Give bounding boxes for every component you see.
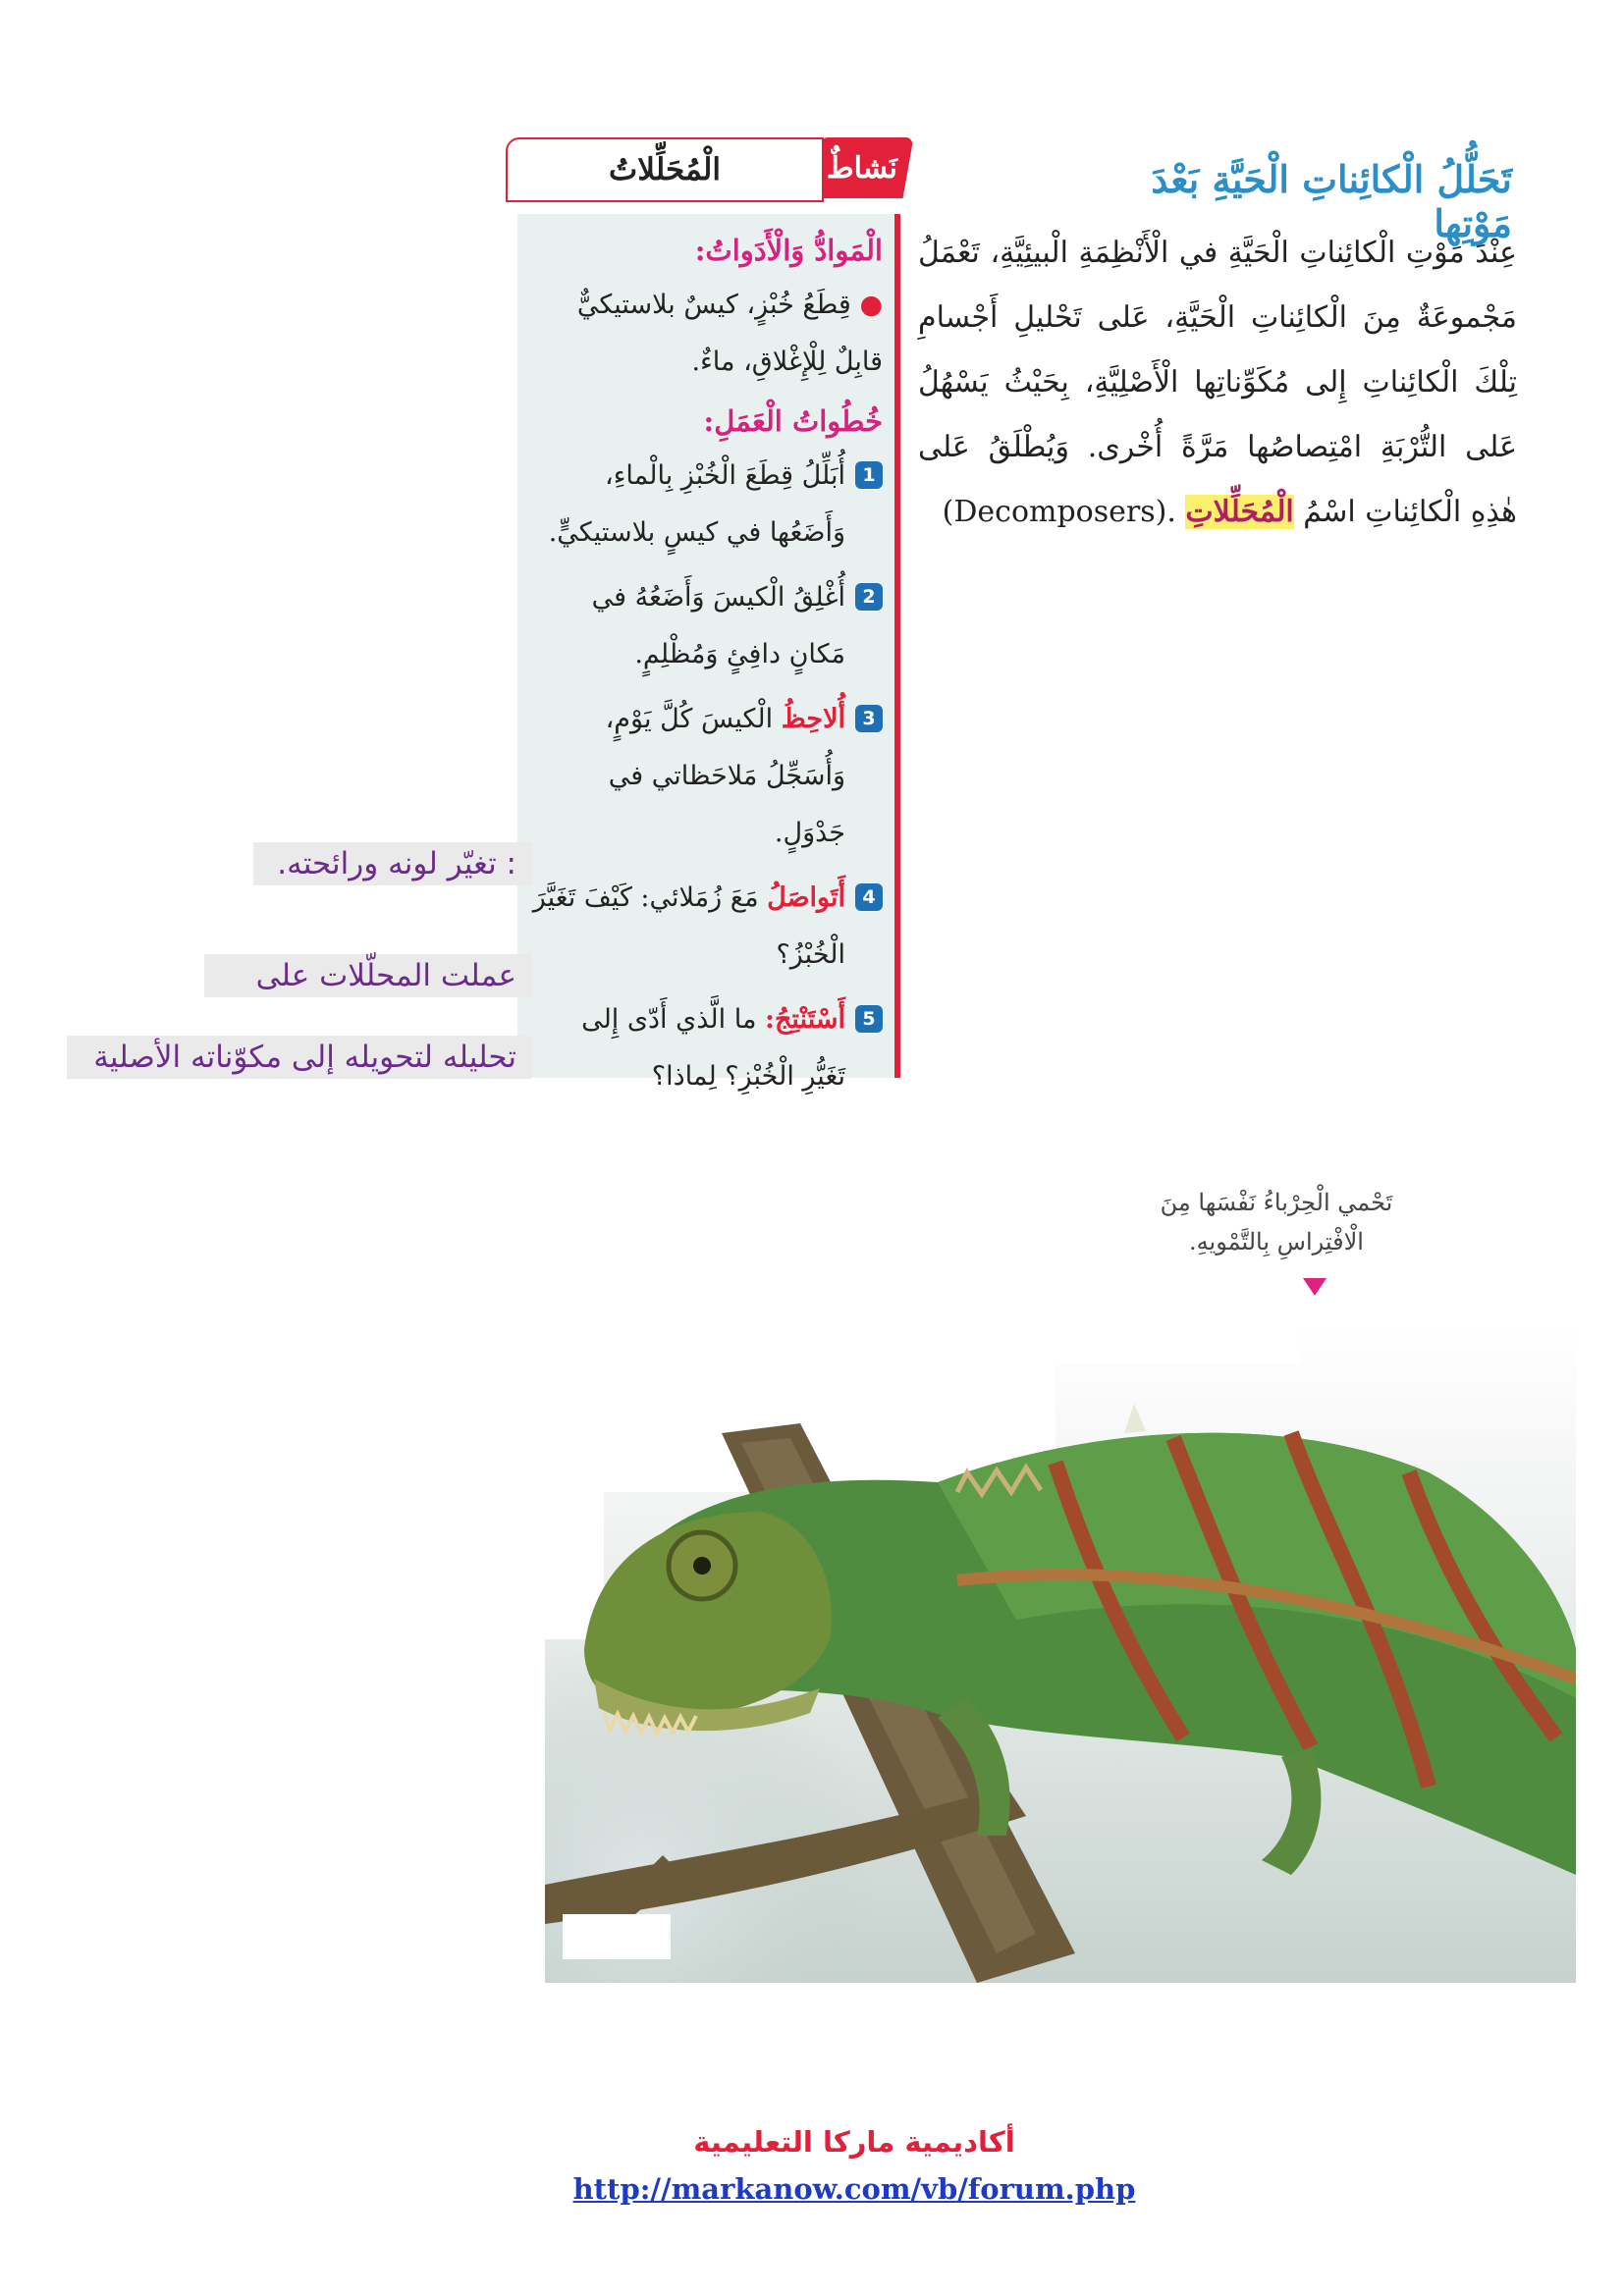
step-1-text: أُبَلِّلُ قِطَعَ الْخُبْزِ بِالْماءِ، وَأَضَعُها في كيسٍ بلاستيكيٍّ.: [548, 460, 845, 548]
section-body-text: عِنْدَ مَوْتِ الْكائِناتِ الْحَيَّةِ في الْأَنْظِمَةِ الْبيئِيَّةِ، تَعْمَلُ مَجْموعَةٌ مِنَ الْكائِناتِ الْحَيَّةِ، عَلى تَحْليلِ أَجْسامِ تِلْكَ الْكائِناتِ إِلى مُكَوِّناتِها الْأَصْلِيَّةِ، بِحَيْثُ يَسْهُلُ عَلى التُّرْبَةِ امْتِصاصُها مَرَّةً أُخْرى. وَيُطْلَقُ عَلى هٰذِهِ الْكائِناتِ اسْمُ: [918, 236, 1517, 529]
answer-step-5-line-1: عملت المحلّلات على: [204, 954, 532, 997]
photo-caption-line-2: الْافْتِراسِ بِالتَّمْويهِ.: [1189, 1228, 1364, 1255]
activity-box: [517, 214, 900, 1092]
step-4-verb: أَتَواصَلُ: [767, 882, 845, 913]
step-4: [531, 870, 883, 984]
chameleon-photo: [545, 1325, 1576, 1983]
activity-tab-label: نَشاطٌ: [826, 150, 897, 186]
chameleon-illustration: [545, 1325, 1576, 1983]
footer-link[interactable]: http://markanow.com/vb/forum.php: [572, 2172, 1136, 2206]
step-4-text: مَعَ زُمَلائي: كَيْفَ تَغَيَّرَ الْخُبْزُ؟: [532, 882, 845, 970]
materials-text: قِطَعُ خُبْزٍ، كيسٌ بلاستيكيٌّ قابِلٌ لِلْإِغْلاقِ، ماءٌ.: [576, 290, 883, 377]
caption-pointer-icon: [1303, 1278, 1326, 1296]
step-5-verb: أَسْتَنْتِجُ:: [765, 1004, 845, 1035]
answer-step-5-line-2: تحليله لتحويله إلى مكوّناته الأصلية: [67, 1036, 532, 1079]
step-text: [531, 991, 845, 1105]
step-number-icon: 3: [855, 705, 883, 732]
step-3: [531, 691, 883, 862]
bullet-icon: ●: [859, 290, 883, 320]
answer-step-4: : تغيّر لونه ورائحته.: [253, 842, 532, 885]
activity-title: [506, 137, 824, 202]
photo-caption: [1110, 1183, 1443, 1261]
step-number-icon: 1: [855, 461, 883, 489]
section-body-english-term: (Decomposers).: [942, 495, 1176, 529]
step-number-icon: 5: [855, 1005, 883, 1033]
step-3-text: الْكيسَ كُلَّ يَوْمٍ، وَأُسَجِّلُ مَلاحَظاتي في جَدْوَلٍ.: [605, 704, 845, 848]
step-text: [531, 448, 845, 561]
section-title: تَحَلُّلُ الْكائِناتِ الْحَيَّةِ بَعْدَ مَوْتِها: [1151, 157, 1512, 245]
step-5: [531, 991, 883, 1105]
step-2: [531, 569, 883, 683]
activity-title-text: الْمُحَلِّلاتُ: [609, 152, 721, 187]
section-body: [918, 221, 1517, 545]
materials-item: [531, 277, 883, 391]
highlighted-term: الْمُحَلِّلاتِ: [1185, 495, 1294, 529]
step-1: [531, 448, 883, 561]
step-number-icon: 4: [855, 883, 883, 911]
footer-title: أكاديمية ماركا التعليمية: [693, 2125, 1015, 2159]
step-text: [531, 569, 845, 683]
step-text: [531, 691, 845, 862]
step-2-text: أُغْلِقُ الْكيسَ وَأَضَعُهُ في مَكانٍ دافِئٍ وَمُظْلِمٍ.: [591, 582, 845, 669]
step-5-text: ما الَّذي أَدّى إِلى تَغَيُّرِ الْخُبْزِ؟ لِماذا؟: [581, 1004, 845, 1092]
steps-heading: خُطُواتُ الْعَمَلِ:: [703, 404, 883, 438]
step-text: [531, 870, 845, 984]
step-3-verb: أُلاحِظُ: [781, 704, 845, 734]
activity-tab: [810, 137, 914, 198]
step-number-icon: 2: [855, 583, 883, 611]
materials-heading: الْمَوادُّ وَالْأَدَواتُ:: [694, 234, 883, 267]
photo-caption-line-1: تَحْمي الْحِرْباءُ نَفْسَها مِنَ: [1160, 1189, 1393, 1216]
